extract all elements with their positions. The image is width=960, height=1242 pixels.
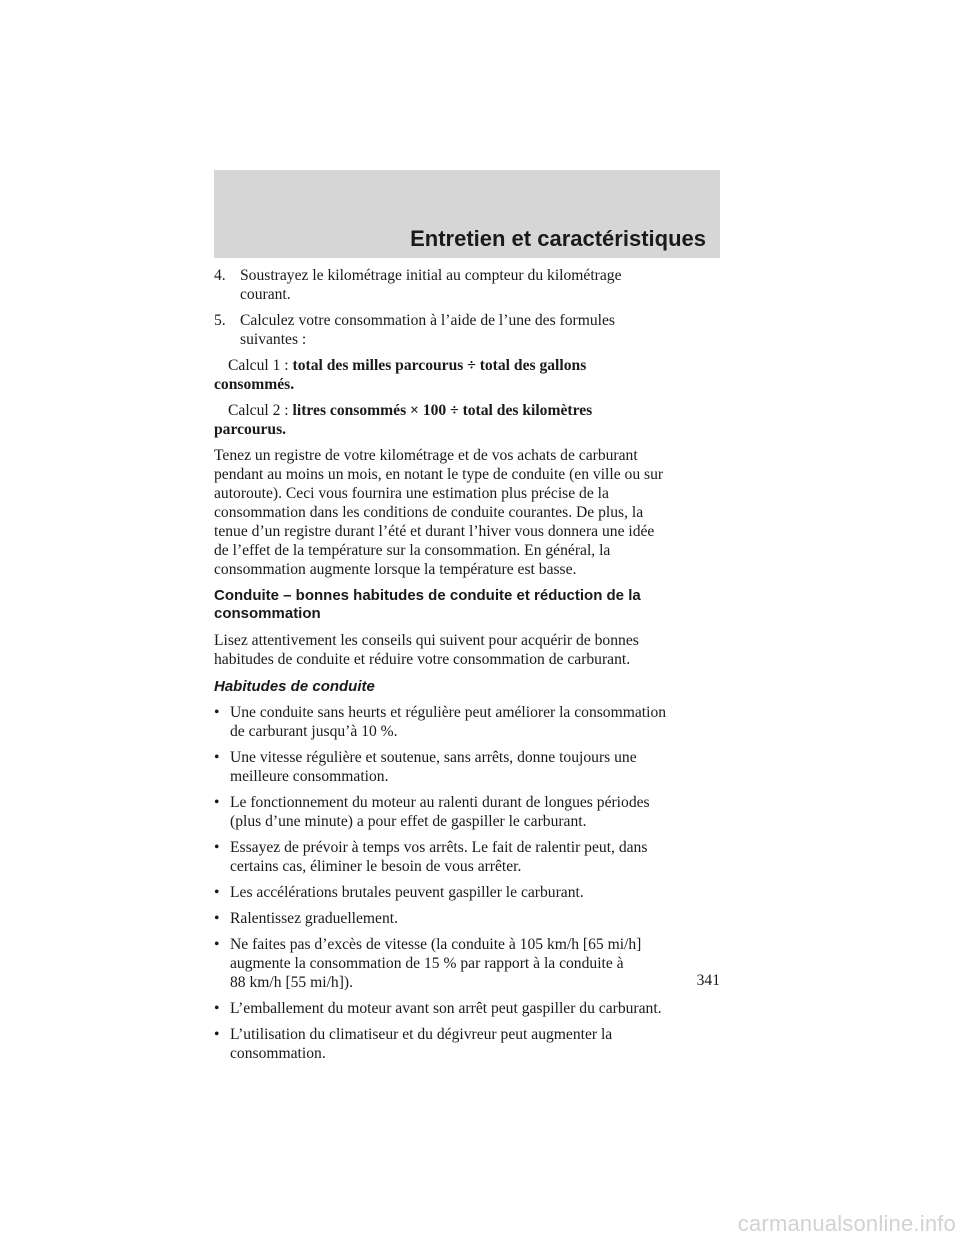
bullet-icon: • [214, 749, 220, 766]
calculation-continuation: parcourus. [214, 421, 287, 438]
heading-line: consommation [214, 605, 321, 622]
bullet-item [214, 793, 720, 831]
bullet-icon: • [214, 704, 220, 721]
paragraph-line: consommation dans les conditions de conduite courantes. De plus, la [214, 504, 644, 521]
bullet-item [214, 703, 720, 741]
subheading: Habitudes de conduite [214, 678, 375, 695]
page-title: Entretien et caractéristiques [410, 226, 706, 251]
bullet-icon: • [214, 910, 220, 927]
bullet-line: de carburant jusqu’à 10 %. [230, 723, 398, 740]
bullet-icon: • [214, 839, 220, 856]
paragraph-line: habitudes de conduite et réduire votre consommation de carburant. [214, 651, 631, 668]
paragraph-line: Tenez un registre de votre kilométrage et de vos achats de carburant [214, 447, 638, 464]
paragraph-line: Lisez attentivement les conseils qui suivent pour acquérir de bonnes [214, 632, 639, 649]
paragraph-line: de l’effet de la température sur la consommation. En général, la [214, 542, 611, 559]
bullet-line: Ne faites pas d’excès de vitesse (la conduite à 105 km/h [65 mi/h] [230, 936, 642, 953]
bullet-line: Essayez de prévoir à temps vos arrêts. Le fait de ralentir peut, dans [230, 839, 648, 856]
bullet-icon: • [214, 884, 220, 901]
step-line: courant. [240, 286, 291, 303]
bullet-line: Les accélérations brutales peuvent gaspiller le carburant. [230, 884, 584, 901]
page-content [214, 266, 720, 1070]
watermark: carmanualsonline.info [737, 1211, 956, 1236]
calculation-2 [214, 401, 720, 439]
bullet-line: meilleure consommation. [230, 768, 389, 785]
intro-paragraph [214, 631, 720, 669]
bullet-item [214, 999, 720, 1018]
paragraph-line: consommation augmente lorsque la température est basse. [214, 561, 577, 578]
bullet-item [214, 883, 720, 902]
bullet-item [214, 748, 720, 786]
bullet-line: certains cas, éliminer le besoin de vous arrêter. [230, 858, 522, 875]
section-heading [214, 587, 720, 623]
bullet-line: Une conduite sans heurts et régulière peut améliorer la consommation [230, 704, 667, 721]
step-text [240, 266, 720, 304]
step-line: suivantes : [240, 331, 307, 348]
step-5 [214, 311, 720, 349]
bullet-icon: • [214, 794, 220, 811]
step-text [240, 311, 720, 349]
calculation-1 [214, 356, 720, 394]
bullet-item [214, 909, 720, 928]
bullet-item [214, 935, 720, 992]
paragraph-line: tenue d’un registre durant l’été et durant l’hiver vous donnera une idée [214, 523, 655, 540]
bullet-icon: • [214, 1026, 220, 1043]
bullet-item [214, 838, 720, 876]
paragraph-line: autoroute). Ceci vous fournira une estimation plus précise de la [214, 485, 609, 502]
bullet-list [214, 703, 720, 1063]
records-paragraph [214, 446, 720, 579]
paragraph-line: pendant au moins un mois, en notant le type de conduite (en ville ou sur [214, 466, 664, 483]
bullet-line: augmente la consommation de 15 % par rapport à la conduite à [230, 955, 624, 972]
bullet-line: 88 km/h [55 mi/h]). [230, 974, 354, 991]
step-line: Soustrayez le kilométrage initial au compteur du kilométrage [240, 267, 622, 284]
bullet-line: Une vitesse régulière et soutenue, sans arrêts, donne toujours une [230, 749, 637, 766]
bullet-line: L’emballement du moteur avant son arrêt peut gaspiller du carburant. [230, 1000, 662, 1017]
calculation-formula: litres consommés × 100 ÷ total des kilomètres [292, 402, 593, 419]
calculation-label: Calcul 2 : [228, 402, 293, 419]
bullet-line: Ralentissez graduellement. [230, 910, 399, 927]
bullet-icon: • [214, 936, 220, 953]
step-4 [214, 266, 720, 304]
page-number: 341 [696, 972, 720, 989]
step-number: 4. [214, 267, 226, 284]
calculation-continuation: consommés. [214, 376, 295, 393]
step-number: 5. [214, 312, 226, 329]
bullet-line: L’utilisation du climatiseur et du dégivreur peut augmenter la [230, 1026, 613, 1043]
bullet-line: (plus d’une minute) a pour effet de gaspiller le carburant. [230, 813, 587, 830]
calculation-formula: total des milles parcourus ÷ total des gallons [292, 357, 587, 374]
bullet-line: Le fonctionnement du moteur au ralenti durant de longues périodes [230, 794, 650, 811]
step-line: Calculez votre consommation à l’aide de l’une des formules [240, 312, 615, 329]
header-band [214, 170, 720, 258]
bullet-icon: • [214, 1000, 220, 1017]
calculation-label: Calcul 1 : [228, 357, 293, 374]
heading-line: Conduite – bonnes habitudes de conduite et réduction de la [214, 587, 641, 604]
bullet-item [214, 1025, 720, 1063]
bullet-line: consommation. [230, 1045, 326, 1062]
